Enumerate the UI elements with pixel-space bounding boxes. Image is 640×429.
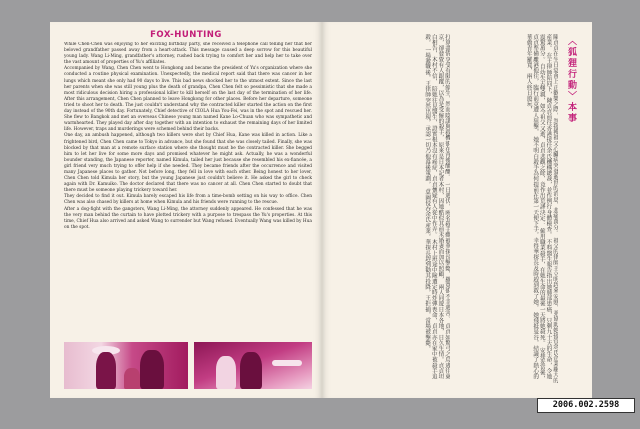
text-column: 不料醫生報告指出她肺部患癌，只剩九十天的生命，令她震驚萬分。	[538, 34, 552, 380]
text-column: 陪她往見醫生，證實根本沒有癌症，貞貞懷疑有人從中作弄。	[430, 86, 437, 238]
text-column: 自幼失去雙親，如今祖父又逝，貞貞悲觀之餘，竟作出荒謬決定：	[538, 63, 545, 227]
text-column: 僱用職業殺手，在她生命的最後一天將她殺死。	[538, 227, 545, 346]
text-column: 陳貞貞在生日宴會上正歡樂之際，忽接獲祖父心臟病突發逝世的消息，悲痛萬分。	[552, 34, 558, 236]
text-column: 她不明白殺手為何提前在第一天便下手。幸得華探長及時趕到救了她。	[532, 136, 539, 311]
chinese-title: 〈狐狸行動〉本事	[566, 36, 576, 124]
paragraph: After a dog-fight with the gangsters, Wang Li-Ming, the attorney suddenly appeared. He confessed that he was the very man behind the curtain to have plotted trickery with a purpose to trespass the Yu's properties. At this time, Chief Hua also arrived and asked Wang to surrender but Wang refused. Eventually Wang was killed by Hua on the spot.	[64, 206, 312, 230]
catalog-number-label: 2006.002.2598	[537, 398, 635, 413]
paragraph: Accompanied by Wang, Chen Chen went to Hongkong and became the president of Yu's organization where she conducted a routine physical examination. Unexpectedly, the medical report said that there was cancer in her lungs which meant she only had 90 days to live. This bad news shocked her to the utmost extent. Since the last her parents when she was still young plus the death of grandpa, Chen Chen felt so pessimistic that she made a most ridiculous decision hiring a professional killer to kill herself on the last day of the termination of her life. After this arrangement, Chen Chen planned to leave Hongkong for other places. Before her departure, someone tried to shoot her to death. The just couldn't understand why the contracted killer started the action on the first day instead of the 90th day. Fortunately, Chief detective of CIOLA Hua You-Fei, was in the spot and rescued her. She flew to Bangkok and met an overseas Chinese young man named Kane Lo-Chuan who was sympathetic and warmhearted. They played day after day together with an intention to exhaust the remaining days of her limited life. However, traps and murderings were schemed behind their backs.	[64, 66, 312, 133]
text-column: 貞貞如驚弓之鳥逃往東京，卻發覺有人跟蹤，以為是受僱的殺手，	[437, 34, 450, 380]
text-column: 一日遇伏，兩名殺手雖被華探長擊斃，羅寬卻不幸遇害。	[444, 181, 450, 322]
text-column: 她飛抵曼谷，結識了熱心的華僑青年羅寬，兩人終日遊玩，	[525, 34, 539, 380]
text-column: 木村上班途中險遭定時炸彈喪命，貞貞亦在家中被殺手追殺。	[424, 34, 437, 380]
text-column: 祖父的律師王立明趕來安慰，並協助她接管余氏企業龐大的產業。	[545, 34, 558, 383]
paragraph: They decided to find it out. Kimula barely escaped his life from a time-bomb setting on his way to office. Chen Chen was also chased by killers at home when Kimula and his friends were running to the rescue.	[64, 194, 312, 206]
text-column: 一場激戰後，王律師突然出現，承認一切乃他幕後策劃，	[424, 46, 431, 187]
text-column: 安排妥當後，貞貞準備離港他往，臨行前竟遭人狙擊，	[532, 34, 545, 381]
film-stills	[64, 342, 312, 389]
synopsis-text	[64, 42, 312, 338]
film-still-photo	[194, 342, 312, 389]
page-title: FOX-HUNTING	[150, 30, 222, 40]
text-column: 原來是日本記者木村，因她酷似其前未婚妻而加以照顧，	[437, 142, 444, 283]
text-column: 打算盡情享受有限的餘生，然而陰謀與殺機卻在背後醞釀。	[444, 34, 450, 180]
film-still-photo	[64, 342, 188, 389]
text-column: 意圖侵吞余氏產業。華探長趕到勸其投降，王拒捕，當場被擊斃。	[424, 188, 431, 352]
right-page	[322, 22, 592, 398]
text-column: 兩人同遊日本各地，日久生情。貞貞坦白相告，木村不信，	[430, 34, 444, 380]
text-column: 在王律師陪同下，陳貞貞前往香港接任余氏機構總裁，並作例行身體檢查。	[545, 52, 552, 238]
chinese-text-block	[440, 34, 558, 384]
chinese-text-block	[332, 34, 450, 384]
paragraph: One day, an ambush happened, although two killers were shot by Chief Hua, Kane was killed in action. Like a frightened bird, Chen Chen came to Tokyo in advance, but she found that she was closely tailed. Finally, she was blocked by that man at a remote surface station where she thought must be the contracted killer. She begged him to let her live for some more days and promised whatever he might ask. Actually, he was a wonderful bounder standing, the Japanese reporter, named Kimula, tailed her just because she resembled his ex-fiancée, a girl friend very much trying to offer help if she needed. They became friends after the occurrence and visited many Japanese places to gather. Not before long, they fell in love with each other. Being honest to her lover, Chen Chen told Kimula her story, but the young Japanese just couldn't believe it. He asked the girl to check again with Dr. Kamuiko. The doctor declared that there was no cancer at all. Chen Chen started to doubt that there must be someone playing trickery toward her.	[64, 133, 312, 194]
left-page	[50, 22, 322, 398]
paragraph: While Chen-Chen was enjoying to her exciting birthday party, she received a telephone call telling her that her beloved grandfather passed away from a heart-attack. This message caused a deep sorrow for this beautiful young lady. Wang Li-Ming, grandfather's attorney, rushed back trying to comfort her and help her to take over the vast amount of properties of Yu's affiliates.	[64, 42, 312, 66]
